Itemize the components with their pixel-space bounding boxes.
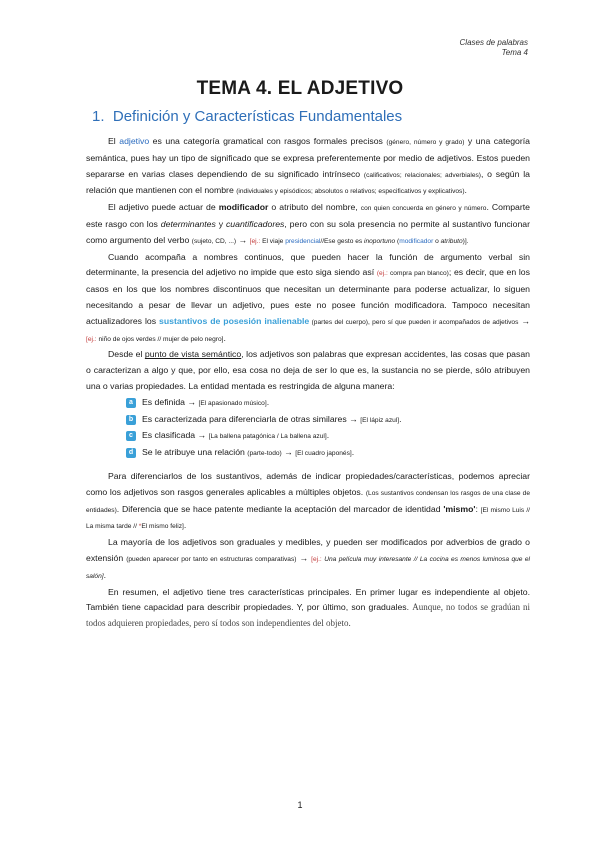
bullet-icon: c [126, 431, 136, 441]
bullet-icon: d [126, 448, 136, 458]
example-label: (ej.: [376, 270, 388, 278]
running-header [460, 38, 528, 58]
header-subject: Clases de palabras [459, 38, 528, 47]
list-item: a Es definida → [El apasionado músico]. [126, 395, 530, 412]
paragraph-gradual: La mayoría de los adjetivos son graduales y medibles, y pueden ser modificados por adverbios de grado o extensión (pueden aparecer por tanto en estructuras comparativas) → [ej.: Una película muy interesante // La cocina es menos luminosa que el salón]. [86, 537, 530, 580]
paragraph-summary: En resumen, el adjetivo tiene tres características principales. En primer lugar es independiente al objeto. También tiene capacidad para describir propiedades. Y, por último, son graduales. Aunque, no todos se gradúan ni todos adquieren propiedades, pero sí todos son independientes del objeto. [86, 586, 530, 629]
paragraph-differentiation: Para diferenciarlos de los sustantivos, además de indicar propiedades/características, podemos apreciar como los adjetivos son rasgos generales aplicables a múltiples objetos. (Los sustantivos condensan los rasgos de una clase de entidades). Diferencia que se hace patente mediante la aceptación del marcador de identidad 'mismo': [El mismo Luis // La misma tarde // *El mismo feliz]. [86, 470, 531, 531]
body-text [86, 134, 530, 632]
keyword-mismo: 'mismo' [443, 503, 476, 514]
list-item: b Es caracterizada para diferenciarla de otras similares → [El lápiz azul]. [126, 412, 530, 429]
list-item: d Se le atribuye una relación (parte-todo) → [El cuadro japonés]. [126, 445, 530, 462]
example-label: [ej.: [249, 237, 261, 245]
bullet-icon: b [126, 415, 136, 425]
keyword-posesion-inalienable: sustantivos de posesión inalienable [159, 315, 310, 326]
header-topic: Tema 4 [501, 48, 528, 57]
page-title: TEMA 4. EL ADJETIVO [196, 78, 404, 99]
paragraph-semantic: Desde el punto de vista semántico, los adjetivos son palabras que expresan accidentes, las cosas que pasan o caracterizan a algo y que, por ello, esa cosa no deja de ser lo que es, la sustancia no se pierde, sólo atribuyen una o varias propiedades. La entidad mentada es restringida de alguna manera: [86, 349, 530, 391]
example-label: [ej.: [86, 335, 97, 343]
keyword-adjetivo: adjetivo [119, 136, 150, 146]
list-item: c Es clasificada → [La ballena patagónica / La ballena azul]. [126, 428, 530, 445]
restriction-list [86, 395, 530, 462]
bullet-icon: a [126, 398, 136, 408]
example-label: [ej.: [311, 555, 322, 563]
section-number: 1. [92, 108, 105, 125]
paragraph-modifier: El adjetivo puede actuar de modificador o atributo del nombre, con quien concuerda en género y número. Comparte este rasgo con los determinantes y cuantificadores, pero con su sola presencia no permite al sustantivo funcionar como argumento del verbo (sujeto, CD, ...) → [ej.: El viaje presidencial//Ese gesto es inoportuno (modificador o atributo)]. [86, 202, 531, 245]
section-heading [92, 108, 402, 125]
keyword-modificador: modificador [218, 202, 269, 213]
paragraph-continuous-nouns: Cuando acompaña a nombres continuos, que pueden hacer la función de argumento verbal sin determinante, la presencia del adjetivo no impide que esto siga siendo así (ej.: compra pan blanco); es decir, que en los casos en los que los nombres discontinuos que necesitan un determinante para poderse actualizar, lo siguen necesitando a pesar de llevar un adjetivo, pues este no posee función modificadora. Tampoco necesitan actualizadores los sustantivos de posesión inalienable (partes del cuerpo), pero sí que pueden ir acompañados de adjetivos → [ej.: niño de ojos verdes // mujer de pelo negro]. [86, 251, 531, 343]
paragraph-definition: El adjetivo es una categoría gramatical con rasgos formales precisos (género, número y grado) y una categoría semántica, pues hay un tipo de significado que se expresa preferentemente por medio de adjetivos. Estos pueden separarse en varias clases dependiendo de su significado intrínseco (calificativos; relacionales; adverbiales), o según la relación que mantienen con el nombre (individuales y episódicos; absolutos o relativos; especificativos y explicativos). [86, 136, 530, 196]
section-title: Definición y Características Fundamentales [112, 108, 403, 125]
page-number: 1 [297, 800, 303, 810]
